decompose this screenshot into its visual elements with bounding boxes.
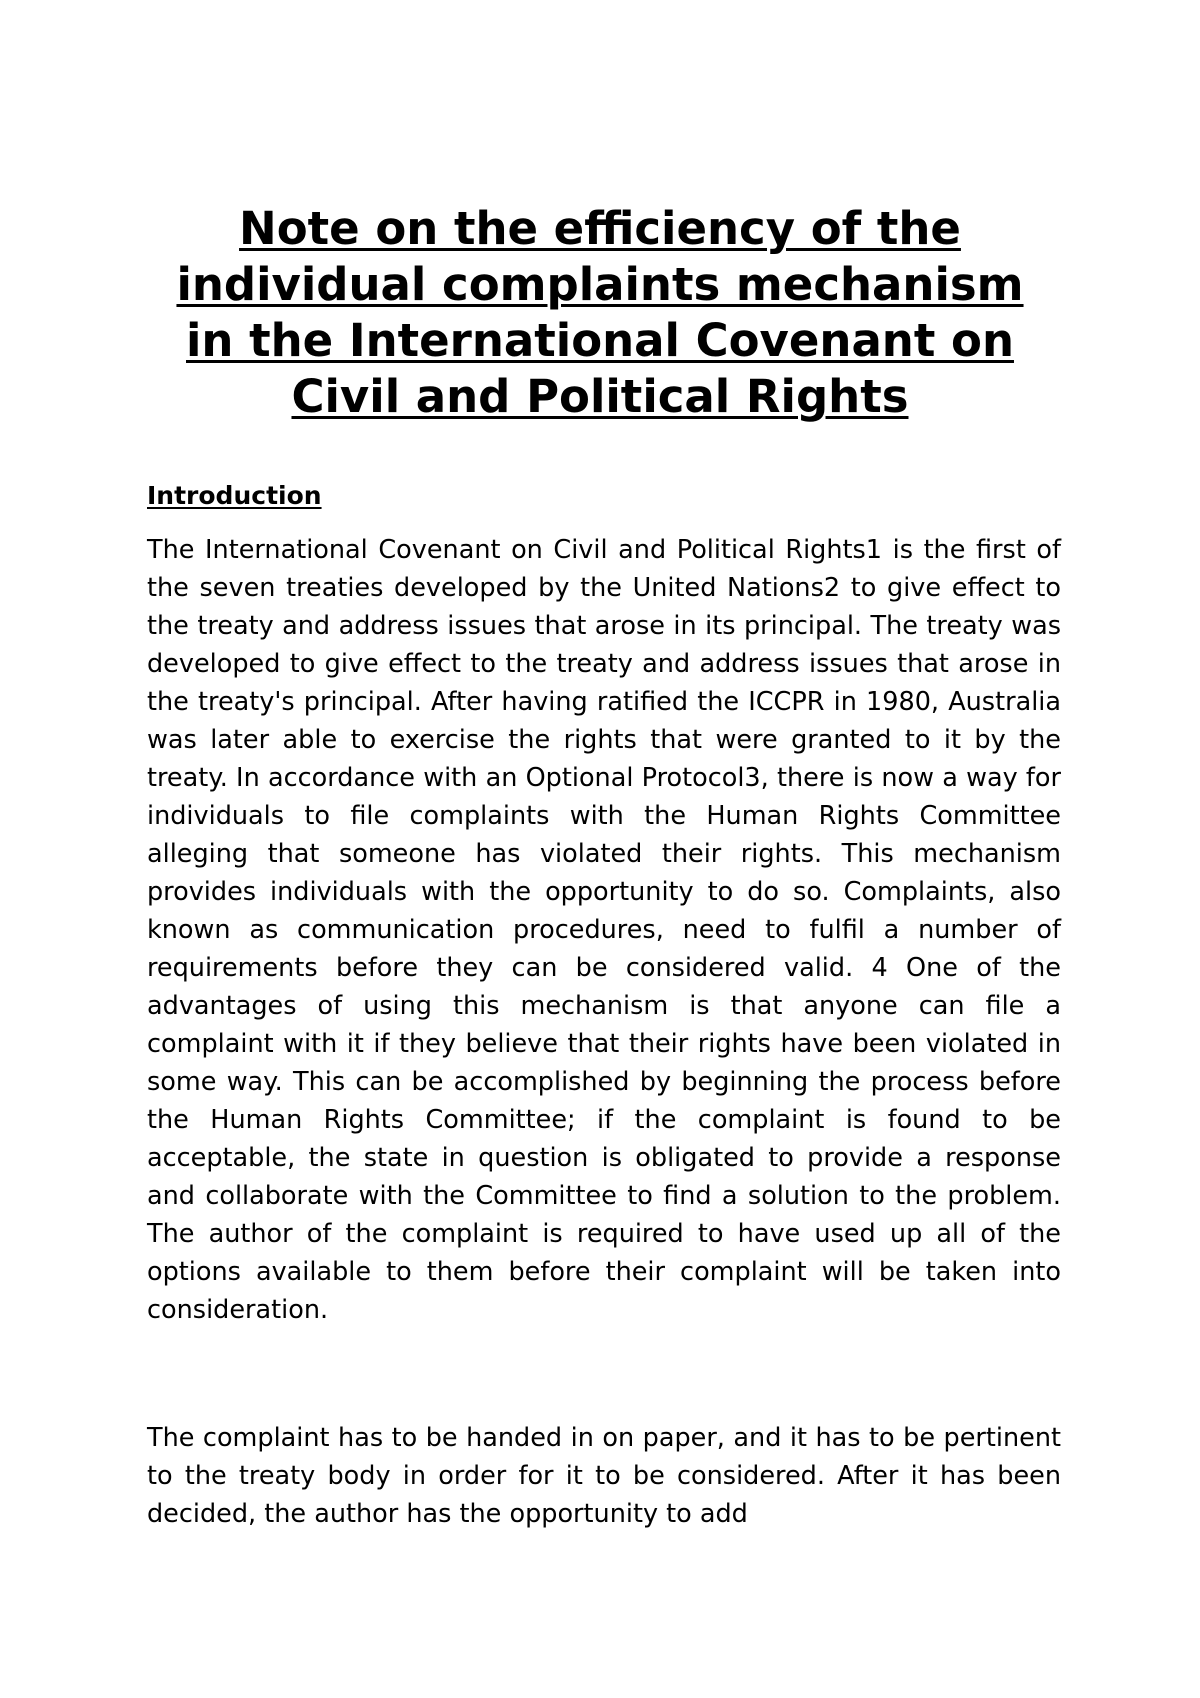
body-paragraph: The complaint has to be handed in on paper, and it has to be pertinent to the treaty body in order for it to be considered. After it has been decided, the author has the opportunity to add	[147, 1423, 1061, 1529]
document-title: Note on the efficiency of the individual complaints mechanism in the International Covenant on Civil and Political Rights	[176, 202, 1024, 423]
section-heading-introduction: Introduction	[147, 481, 322, 510]
body-paragraph: The International Covenant on Civil and Political Rights1 is the first of the seven treaties developed by the United Nations2 to give effect to the treaty and address issues that arose in its principal. The treaty was developed to give effect to the treaty and address issues that arose in the treaty's principal. After having ratified the ICCPR in 1980, Australia was later able to exercise the rights that were granted to it by the treaty. In accordance with an Optional Protocol3, there is now a way for individuals to file complaints with the Human Rights Committee alleging that someone has violated their rights. This mechanism provides individuals with the opportunity to do so. Complaints, also known as communication procedures, need to fulfil a number of requirements before they can be considered valid. 4 One of the advantages of using this mechanism is that anyone can file a complaint with it if they believe that their rights have been violated in some way. This can be accomplished by beginning the process before the Human Rights Committee; if the complaint is found to be acceptable, the state in question is obligated to provide a response and collaborate with the Committee to find a solution to the problem. The author of the complaint is required to have used up all of the options available to them before their complaint will be taken into consideration.	[147, 535, 1061, 1325]
